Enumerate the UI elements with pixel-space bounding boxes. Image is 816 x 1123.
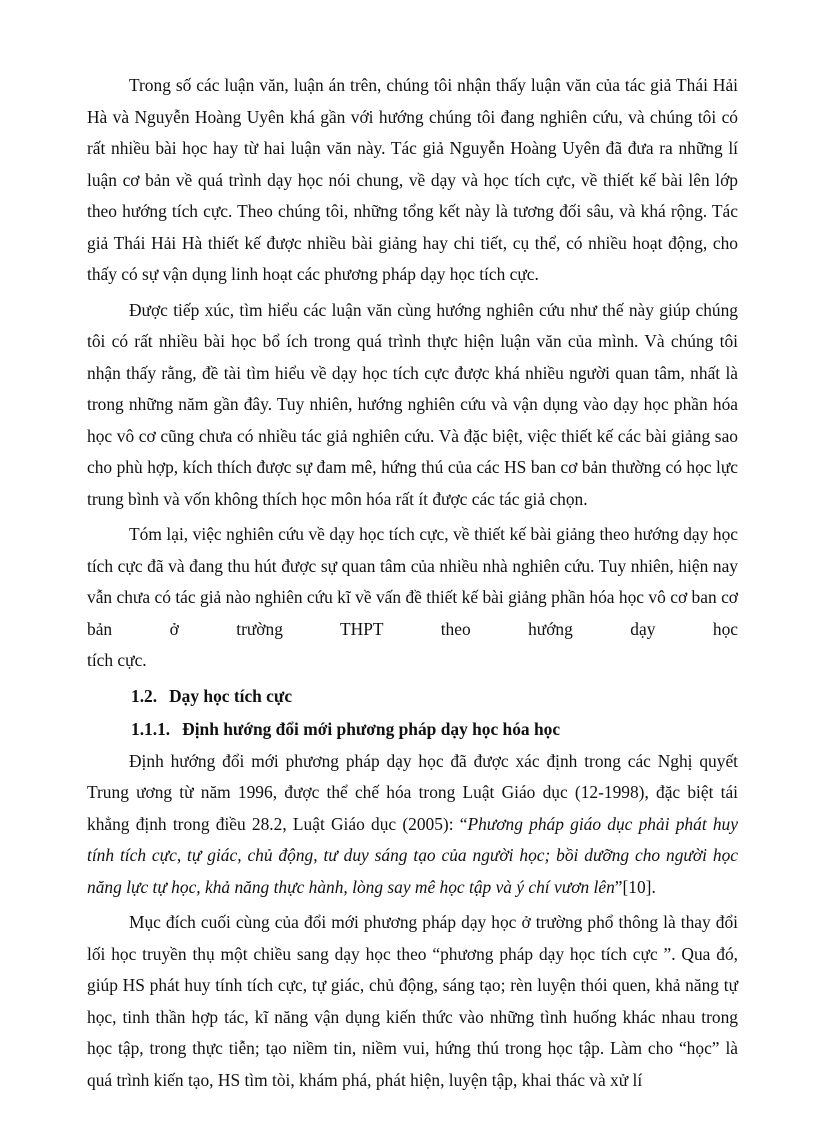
paragraph-goal: Mục đích cuối cùng của đổi mới phương pháp dạy học ở trường phổ thông là thay đổi lối học truyền thụ một chiều sang dạy học theo “phương pháp dạy học tích cực ”. Qua đó, giúp HS phát huy tính tích cực, tự giác, chủ động, sáng tạo; rèn luyện thói quen, khả năng tự học, tinh thần hợp tác, kĩ năng vận dụng kiến thức vào những tình huống khác nhau trong học tập, trong thực tiễn; tạo niềm tin, niềm vui, hứng thú trong học tập. Làm cho “học” là quá trình kiến tạo, HS tìm tòi, khám phá, phát hiện, luyện tập, khai thác và xử lí bbox=[87, 912, 738, 1090]
subsection-number: 1.1.1. bbox=[131, 719, 171, 739]
document-body bbox=[87, 70, 738, 1096]
paragraph-summary: Tóm lại, việc nghiên cứu về dạy học tích cực, về thiết kế bài giảng theo hướng dạy học tích cực đã và đang thu hút được sự quan tâm của nhiều nhà nghiên cứu. Tuy nhiên, hiện nay vẫn chưa có tác giả nào nghiên cứu kĩ về vấn đề thiết kế bài giảng phần hóa học vô cơ ban cơ bản ở trường THPT theo hướng dạy học bbox=[87, 524, 738, 639]
paragraph-literature-review: Trong số các luận văn, luận án trên, chúng tôi nhận thấy luận văn của tác giả Thái Hải Hà và Nguyễn Hoàng Uyên khá gần với hướng chúng tôi đang nghiên cứu, và chúng tôi có rất nhiều bài học hay từ hai luận văn này. Tác giả Nguyễn Hoàng Uyên đã đưa ra những lí luận cơ bản về quá trình dạy học nói chung, về dạy và học tích cực, về thiết kế bài lên lớp theo hướng tích cực. Theo chúng tôi, những tổng kết này là tương đối sâu, và khá rộng. Tác giả Thái Hải Hà thiết kế được nhiều bài giảng hay chi tiết, cụ thể, có nhiều hoạt động, cho thấy có sự vận dụng linh hoạt các phương pháp dạy học tích cực. bbox=[87, 75, 738, 284]
paragraph-research-gap: Được tiếp xúc, tìm hiểu các luận văn cùng hướng nghiên cứu như thế này giúp chúng tôi có rất nhiều bài học bổ ích trong quá trình thực hiện luận văn của mình. Và chúng tôi nhận thấy rằng, đề tài tìm hiểu về dạy học tích cực được khá nhiều người quan tâm, nhất là trong những năm gần đây. Tuy nhiên, hướng nghiên cứu và vận dụng vào dạy học phần hóa học vô cơ cũng chưa có nhiều tác giả nghiên cứu. Và đặc biệt, việc thiết kế các bài giảng sao cho phù hợp, kích thích được sự đam mê, hứng thú của các HS ban cơ bản thường có học lực trung bình và vốn không thích học môn hóa rất ít được các tác giả chọn. bbox=[87, 299, 738, 509]
section-heading bbox=[87, 681, 738, 713]
law-quote: Phương pháp giáo dục phải phát huy tính tích cực, tự giác, chủ động, tư duy sáng tạo của người học; bồi dưỡng cho người học năng lực tự học, khả năng thực hành, lòng say mê học tập và ý chí vươn lên bbox=[87, 813, 738, 897]
paragraph-orientation bbox=[87, 746, 738, 904]
section-number: 1.2. bbox=[131, 685, 158, 706]
subsection-title: Định hướng đổi mới phương pháp dạy học hóa học bbox=[182, 719, 561, 739]
subsection-heading bbox=[87, 714, 738, 746]
citation: ”[10]. bbox=[614, 876, 656, 897]
paragraph-summary-tail: tích cực. bbox=[87, 650, 147, 670]
section-title: Dạy học tích cực bbox=[169, 685, 293, 706]
orientation-lead: Định hướng đổi mới phương pháp dạy học đã được xác định trong các Nghị quyết Trung ương từ năm 1996, được thể chế hóa trong Luật Giáo dục (12-1998), đặc biệt tái khẳng định trong điều 28.2, Luật Giáo dục (2005): “ bbox=[87, 750, 738, 834]
